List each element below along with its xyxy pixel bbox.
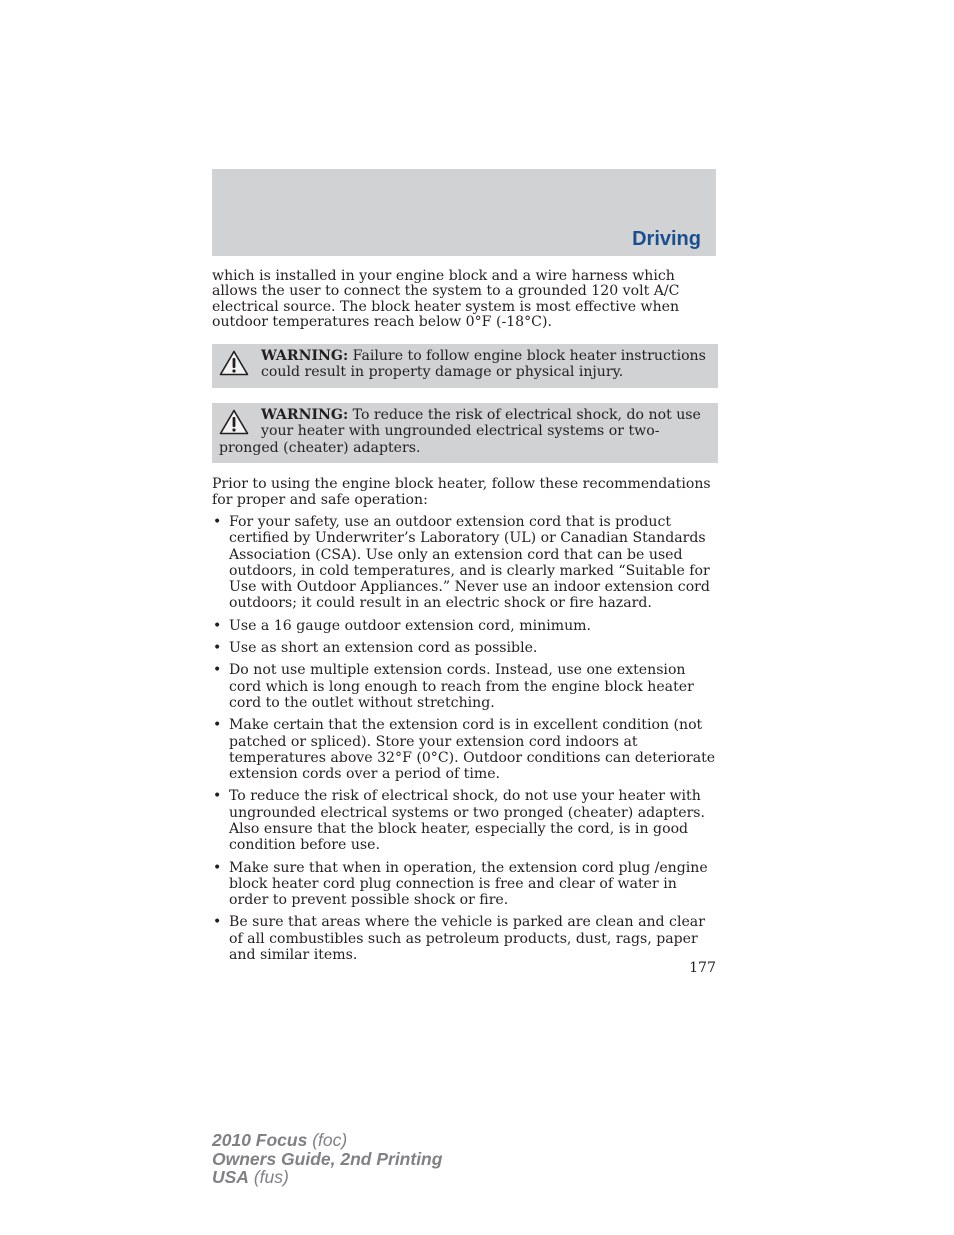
list-item — [212, 788, 718, 853]
list-item-text: Use a 16 gauge outdoor extension cord, minimum. — [229, 617, 591, 634]
footer-model: 2010 Focus — [212, 1130, 308, 1150]
bullet-icon: • — [213, 717, 222, 734]
bullet-icon: • — [213, 662, 222, 679]
bullet-icon: • — [213, 788, 222, 805]
list-item-text: Do not use multiple extension cords. Instead, use one extension cord which is long enough to reach from the engine block heater cord to the outlet without stretching. — [229, 662, 694, 711]
warning-label: WARNING: — [261, 347, 349, 364]
list-item-text: Use as short an extension cord as possible. — [229, 640, 538, 657]
bullet-icon: • — [213, 513, 222, 530]
warning-text-2 — [219, 407, 708, 457]
footer — [212, 1131, 442, 1187]
opening-paragraph: which is installed in your engine block and a wire harness which allows the user to connect the system to a grounded 120 volt A/C electrical source. The block heater system is most effective when outdoor temperatures reach below 0°F (-18°C). — [212, 268, 680, 331]
footer-line-market — [212, 1168, 442, 1187]
footer-line-model — [212, 1131, 442, 1150]
footer-model-code: (foc) — [307, 1130, 348, 1150]
page-content — [212, 269, 718, 969]
list-item — [212, 640, 718, 656]
warning-label: WARNING: — [261, 406, 349, 423]
footer-market: USA — [212, 1167, 249, 1187]
warning-message: To reduce the risk of electrical shock, do not use your heater with ungrounded electrical systems or two-pronged (cheater) adapters. — [219, 406, 701, 456]
bullet-icon: • — [213, 914, 222, 931]
list-item — [212, 717, 718, 782]
list-item-text: Be sure that areas where the vehicle is parked are clean and clear of all combustibles such as petroleum products, dust, rags, paper and similar items. — [229, 914, 705, 964]
footer-line-guide: Owners Guide, 2nd Printing — [212, 1148, 443, 1169]
bullet-icon: • — [213, 640, 222, 657]
warning-text-1 — [219, 348, 708, 381]
bullet-icon: • — [213, 859, 222, 876]
intro-paragraph: Prior to using the engine block heater, follow these recommendations for proper and safe operation: — [212, 476, 711, 508]
list-item-text: For your safety, use an outdoor extension cord that is product certified by Underwriter’s Laboratory (UL) or Canadian Standards Association (CSA). Use only an extension cord that can be used outdoors, in cold temperatures, and is clearly marked “Suitable for Use with Outdoor Appliances.” Never use an indoor extension cord outdoors; it could result in an electric shock or fire hazard. — [229, 513, 710, 612]
warning-box-2 — [212, 403, 718, 464]
section-title: Driving — [632, 228, 701, 250]
bullet-icon: • — [213, 617, 222, 634]
list-item — [212, 914, 718, 963]
list-item-text: To reduce the risk of electrical shock, do not use your heater with ungrounded electrical systems or two pronged (cheater) adapters. Also ensure that the block heater, especially the cord, is in good condition before use. — [229, 788, 706, 854]
list-item-text: Make certain that the extension cord is in excellent condition (not patched or spliced). Store your extension cord indoors at temperatures above 32°F (0°C). Outdoor conditions can deteriorate extension cords over a period of time. — [229, 717, 716, 783]
section-header-band — [212, 169, 716, 256]
warning-triangle-icon — [219, 350, 249, 376]
list-item — [212, 618, 718, 634]
warning-box-1 — [212, 344, 718, 388]
list-item — [212, 662, 718, 711]
list-item-text: Make sure that when in operation, the extension cord plug /engine block heater cord plug connection is free and clear of water in order to prevent possible shock or fire. — [229, 859, 708, 909]
list-item — [212, 860, 718, 909]
warning-message: Failure to follow engine block heater instructions could result in property damage or physical injury. — [261, 347, 706, 381]
recommendations-list — [212, 514, 718, 963]
warning-triangle-icon — [219, 409, 249, 435]
footer-market-code: (fus) — [248, 1167, 289, 1187]
list-item — [212, 514, 718, 612]
page-number: 177 — [689, 960, 716, 976]
